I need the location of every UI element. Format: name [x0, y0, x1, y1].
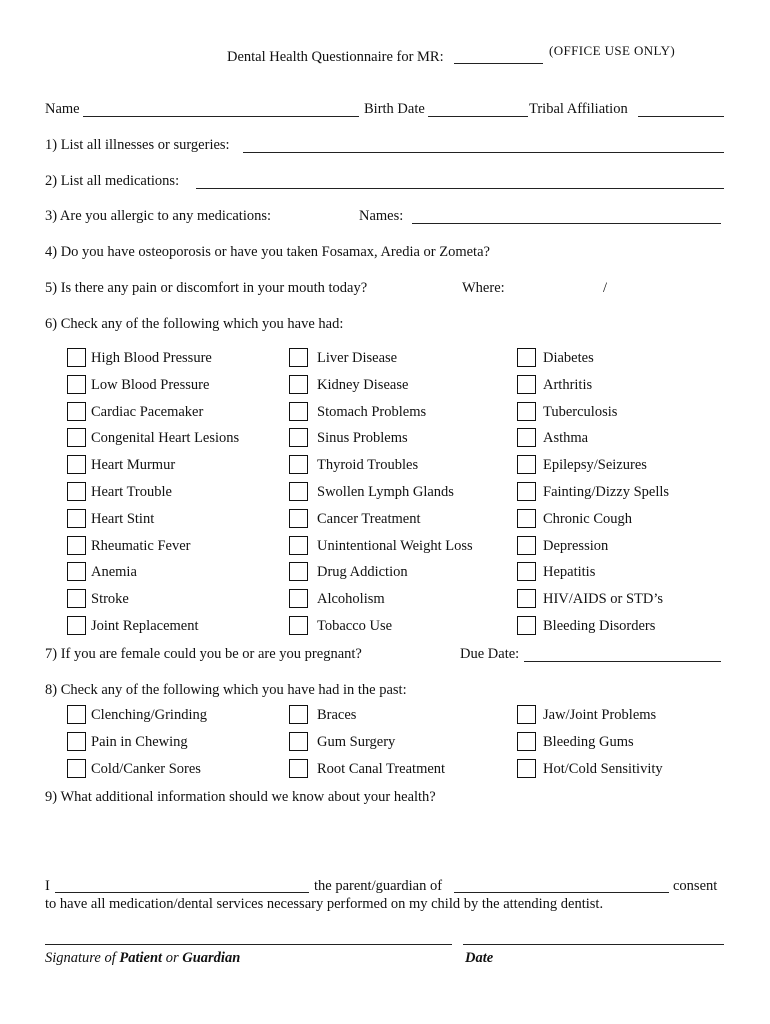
- checkbox-label: Stomach Problems: [317, 403, 427, 420]
- checkbox-label: Heart Stint: [91, 510, 155, 527]
- checkbox-cardiac-pacemaker[interactable]: [67, 402, 86, 421]
- checkbox-label: Epilepsy/Seizures: [543, 457, 647, 474]
- checkbox-kidney-disease[interactable]: [289, 375, 308, 394]
- checkbox-fainting-dizzy-spells[interactable]: [517, 482, 536, 501]
- checkbox-tuberculosis[interactable]: [517, 402, 536, 421]
- checkbox-label: Pain in Chewing: [91, 734, 188, 750]
- checkbox-label: Low Blood Pressure: [91, 376, 210, 393]
- question-1: 1) List all illnesses or surgeries:: [45, 137, 230, 153]
- checkbox-braces[interactable]: [289, 705, 308, 724]
- checkbox-congenital-heart-lesions[interactable]: [67, 428, 86, 447]
- checkbox-depression[interactable]: [517, 536, 536, 555]
- question-5: 5) Is there any pain or discomfort in your mouth today?: [45, 280, 368, 296]
- illnesses-field[interactable]: [243, 152, 724, 153]
- checkbox-label: Rheumatic Fever: [91, 537, 191, 554]
- checkbox-asthma[interactable]: [517, 428, 536, 447]
- pain-where-label: Where:: [462, 280, 505, 296]
- checkbox-label: Hot/Cold Sensitivity: [543, 761, 663, 777]
- checkbox-label: Thyroid Troubles: [317, 457, 419, 474]
- checkbox-label: Anemia: [91, 564, 137, 581]
- checkbox-clenching-grinding[interactable]: [67, 705, 86, 724]
- checkbox-thyroid-troubles[interactable]: [289, 455, 308, 474]
- checkbox-label: Sinus Problems: [317, 430, 408, 447]
- checkbox-label: Bleeding Disorders: [543, 618, 656, 634]
- form-title: Dental Health Questionnaire for MR:: [227, 49, 444, 65]
- checkbox-label: Cold/Canker Sores: [91, 761, 201, 777]
- checkbox-cancer-treatment[interactable]: [289, 509, 308, 528]
- checkbox-label: Kidney Disease: [317, 376, 409, 393]
- checkbox-label: Congenital Heart Lesions: [91, 430, 240, 447]
- checkbox-label: Heart Murmur: [91, 457, 176, 474]
- checkbox-arthritis[interactable]: [517, 375, 536, 394]
- question-3: 3) Are you allergic to any medications:: [45, 208, 272, 224]
- checkbox-bleeding-disorders[interactable]: [517, 616, 536, 635]
- checkbox-label: Gum Surgery: [317, 734, 396, 750]
- checkbox-jaw-joint-problems[interactable]: [517, 705, 536, 724]
- checkbox-cold-canker-sores[interactable]: [67, 759, 86, 778]
- checkbox-stroke[interactable]: [67, 589, 86, 608]
- pain-where-separator: /: [603, 280, 608, 296]
- checkbox-anemia[interactable]: [67, 562, 86, 581]
- guardian-name-field[interactable]: [55, 892, 309, 893]
- office-use-note: (OFFICE USE ONLY): [549, 43, 676, 58]
- checkbox-label: Drug Addiction: [317, 564, 408, 581]
- checkbox-label: Tuberculosis: [543, 403, 618, 420]
- checkbox-label: Heart Trouble: [91, 484, 172, 500]
- due-date-label: Due Date:: [460, 646, 520, 662]
- checkbox-liver-disease[interactable]: [289, 348, 308, 367]
- checkbox-hepatitis[interactable]: [517, 562, 536, 581]
- consent-i: I: [45, 878, 50, 894]
- checkbox-label: Arthritis: [543, 376, 593, 393]
- checkbox-label: Liver Disease: [317, 350, 398, 366]
- date-line[interactable]: [463, 944, 724, 945]
- checkbox-label: Root Canal Treatment: [317, 761, 446, 777]
- checkbox-high-blood-pressure[interactable]: [67, 348, 86, 367]
- consent-parent-label: the parent/guardian of: [314, 878, 443, 894]
- due-date-field[interactable]: [524, 661, 721, 662]
- checkbox-stomach-problems[interactable]: [289, 402, 308, 421]
- checkbox-hiv-aids-or-std-s[interactable]: [517, 589, 536, 608]
- question-9: 9) What additional information should we know about your health?: [45, 789, 436, 805]
- checkbox-epilepsy-seizures[interactable]: [517, 455, 536, 474]
- checkbox-heart-murmur[interactable]: [67, 455, 86, 474]
- checkbox-label: Fainting/Dizzy Spells: [543, 484, 670, 500]
- checkbox-hot-cold-sensitivity[interactable]: [517, 759, 536, 778]
- checkbox-sinus-problems[interactable]: [289, 428, 308, 447]
- question-2: 2) List all medications:: [45, 173, 180, 189]
- checkbox-label: Tobacco Use: [317, 618, 393, 634]
- tribal-affiliation-label: Tribal Affiliation: [529, 101, 628, 117]
- checkbox-label: Stroke: [91, 591, 129, 608]
- checkbox-unintentional-weight-loss[interactable]: [289, 536, 308, 555]
- checkbox-label: Depression: [543, 537, 609, 554]
- checkbox-label: Hepatitis: [543, 564, 596, 581]
- question-6: 6) Check any of the following which you have had:: [45, 316, 344, 332]
- birth-date-label: Birth Date: [364, 101, 425, 117]
- signature-caption: Signature of Patient or Guardian: [45, 950, 241, 966]
- checkbox-label: High Blood Pressure: [91, 350, 212, 366]
- consent-statement: to have all medication/dental services necessary performed on my child by the attending dentist.: [45, 896, 604, 912]
- signature-line[interactable]: [45, 944, 452, 945]
- checkbox-swollen-lymph-glands[interactable]: [289, 482, 308, 501]
- tribal-affiliation-field[interactable]: [638, 116, 724, 117]
- question-4: 4) Do you have osteoporosis or have you taken Fosamax, Aredia or Zometa?: [45, 244, 490, 260]
- question-7: 7) If you are female could you be or are you pregnant?: [45, 646, 362, 662]
- checkbox-low-blood-pressure[interactable]: [67, 375, 86, 394]
- medications-field[interactable]: [196, 188, 724, 189]
- allergy-names-label: Names:: [359, 208, 404, 224]
- checkbox-tobacco-use[interactable]: [289, 616, 308, 635]
- checkbox-label: Cancer Treatment: [317, 510, 421, 527]
- date-caption: Date: [465, 950, 494, 966]
- checkbox-bleeding-gums[interactable]: [517, 732, 536, 751]
- checkbox-label: Unintentional Weight Loss: [317, 537, 473, 554]
- child-name-field[interactable]: [454, 892, 669, 893]
- checkbox-diabetes[interactable]: [517, 348, 536, 367]
- mr-number-field[interactable]: [454, 63, 543, 64]
- checkbox-rheumatic-fever[interactable]: [67, 536, 86, 555]
- checkbox-joint-replacement[interactable]: [67, 616, 86, 635]
- checkbox-label: Jaw/Joint Problems: [543, 707, 657, 723]
- name-label: Name: [45, 101, 80, 117]
- checkbox-label: Clenching/Grinding: [91, 707, 207, 723]
- birth-date-field[interactable]: [428, 116, 528, 117]
- checkbox-label: Bleeding Gums: [543, 734, 634, 750]
- allergy-names-field[interactable]: [412, 223, 721, 224]
- checkbox-alcoholism[interactable]: [289, 589, 308, 608]
- checkbox-pain-in-chewing[interactable]: [67, 732, 86, 751]
- checkbox-label: Diabetes: [543, 350, 594, 366]
- checkbox-label: HIV/AIDS or STD’s: [543, 591, 664, 608]
- checkbox-label: Alcoholism: [317, 591, 385, 608]
- checkbox-gum-surgery[interactable]: [289, 732, 308, 751]
- question-8: 8) Check any of the following which you have had in the past:: [45, 682, 407, 698]
- checkbox-label: Joint Replacement: [91, 618, 199, 634]
- checkbox-label: Asthma: [543, 430, 589, 447]
- checkbox-heart-stint[interactable]: [67, 509, 86, 528]
- checkbox-label: Swollen Lymph Glands: [317, 484, 454, 500]
- checkbox-chronic-cough[interactable]: [517, 509, 536, 528]
- checkbox-heart-trouble[interactable]: [67, 482, 86, 501]
- checkbox-label: Cardiac Pacemaker: [91, 403, 204, 420]
- checkbox-label: Chronic Cough: [543, 510, 633, 527]
- checkbox-drug-addiction[interactable]: [289, 562, 308, 581]
- consent-word: consent: [673, 878, 718, 894]
- checkbox-root-canal-treatment[interactable]: [289, 759, 308, 778]
- checkbox-label: Braces: [317, 707, 357, 723]
- name-field[interactable]: [83, 116, 359, 117]
